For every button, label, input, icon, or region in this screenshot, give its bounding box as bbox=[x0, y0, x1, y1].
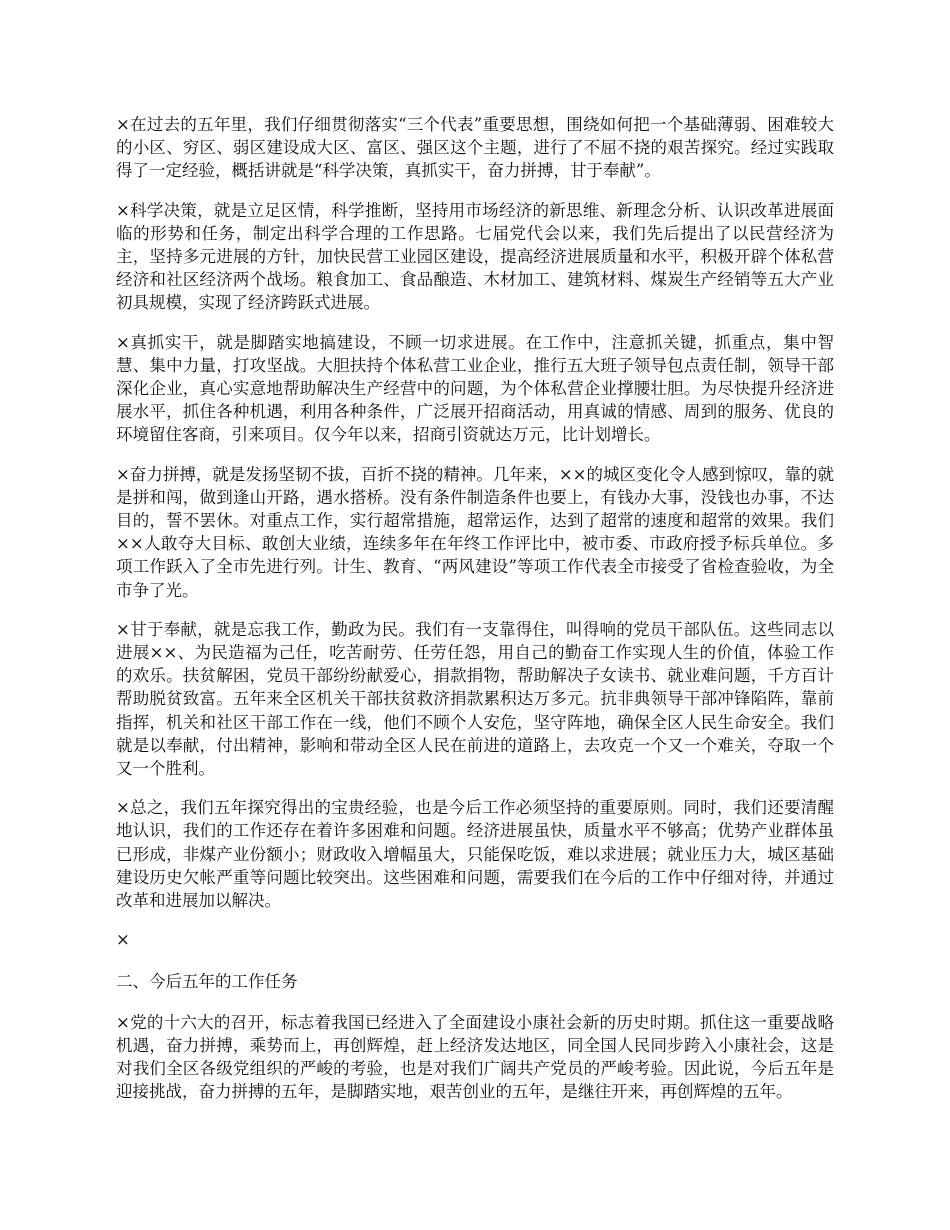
paragraph-striving-hard: ×奋力拼搏，就是发扬坚韧不拔，百折不挠的精神。几年来，××的城区变化令人感到惊叹，靠的就是拼和闯，做到逢山开路，遇水搭桥。没有条件制造条件也要上，有钱办大事，没钱也办事，不达目的，誓不罢休。对重点工作，实行超常措施，超常运作，达到了超常的速度和超常的效果。我们××人敢夺大目标、敢创大业绩，连续多年在年终工作评比中，被市委、市政府授予标兵单位。多项工作跃入了全市先进行列。计生、教育、“两风建设”等项工作代表全市接受了省检查验收，为全市争了光。 bbox=[116, 464, 834, 600]
paragraph-future-tasks: ×党的十六大的召开，标志着我国已经进入了全面建设小康社会新的历史时期。抓住这一重要战略机遇，奋力拼搏，乘势而上，再创辉煌，赶上经济发达地区，同全国人民同步跨入小康社会，这是对我们全区各级党组织的严峻的考验，也是对我们广阔共产党员的严峻考验。因此说，今后五年是迎接挑战，奋力拼搏的五年，是脚踏实地，艰苦创业的五年，是继往开来，再创辉煌的五年。 bbox=[116, 1012, 834, 1102]
paragraph-dedication: ×甘于奉献，就是忘我工作，勤政为民。我们有一支靠得住，叫得响的党员干部队伍。这些同志以进展××、为民造福为己任，吃苦耐劳、任劳任怨，用自己的勤奋工作实现人生的价值，体验工作的欢乐。扶贫解困，党员干部纷纷献爱心，捐款捐物，帮助解决子女读书、就业难问题，千方百计帮助脱贫致富。五年来全区机关干部扶贫救济捐款累积达万多元。抗非典领导干部冲锋陷阵，靠前指挥，机关和社区干部工作在一线，他们不顾个人安危，坚守阵地，确保全区人民生命安全。我们就是以奉献，付出精神，影响和带动全区人民在前进的道路上，去攻克一个又一个难关，夺取一个又一个胜利。 bbox=[116, 619, 834, 779]
paragraph-practical-work: ×真抓实干，就是脚踏实地搞建设，不顾一切求进展。在工作中，注意抓关键，抓重点，集中智慧、集中力量，打攻坚战。大胆扶持个体私营工业企业，推行五大班子领导包点责任制，领导干部深化企业，真心实意地帮助解决生产经营中的问题，为个体私营企业撑腰壮胆。为尽快提升经济进展水平，抓住各种机遇，利用各种条件，广泛展开招商活动，用真诚的情感、周到的服务、优良的环境留住客商，引来项目。仅今年以来，招商引资就达万元，比计划增长。 bbox=[116, 332, 834, 445]
paragraph-summary: ×在过去的五年里，我们仔细贯彻落实“三个代表”重要思想，围绕如何把一个基础薄弱、困难较大的小区、穷区、弱区建设成大区、富区、强区这个主题，进行了不屈不挠的艰苦探究。经过实践取得了一定经验，概括讲就是“科学决策，真抓实干，奋力拼搏，甘于奉献”。 bbox=[116, 115, 834, 181]
paragraph-conclusion: ×总之，我们五年探究得出的宝贵经验，也是今后工作必须坚持的重要原则。同时，我们还要清醒地认识，我们的工作还存在着许多困难和问题。经济进展虽快，质量水平不够高；优势产业群体虽已形成，非煤产业份额小；财政收入增幅虽大，只能保吃饭，难以求进展；就业压力大，城区基础建设历史欠帐严重等问题比较突出。这些困难和问题，需要我们在今后的工作中仔细对待，并通过改革和进展加以解决。 bbox=[116, 798, 834, 911]
paragraph-scientific-decision: ×科学决策，就是立足区情，科学推断，坚持用市场经济的新思维、新理念分析、认识改革进展面临的形势和任务，制定出科学合理的工作思路。七届党代会以来，我们先后提出了以民营经济为主，坚持多元进展的方针，加快民营工业园区建设，提高经济进展质量和水平，积极开辟个体私营经济和社区经济两个战场。粮食加工、食品酿造、木材加工、建筑材料、煤炭生产经销等五大产业初具规模，实现了经济跨跃式进展。 bbox=[116, 200, 834, 313]
section-heading: 二、今后五年的工作任务 bbox=[116, 971, 298, 991]
separator-mark: × bbox=[116, 930, 130, 950]
